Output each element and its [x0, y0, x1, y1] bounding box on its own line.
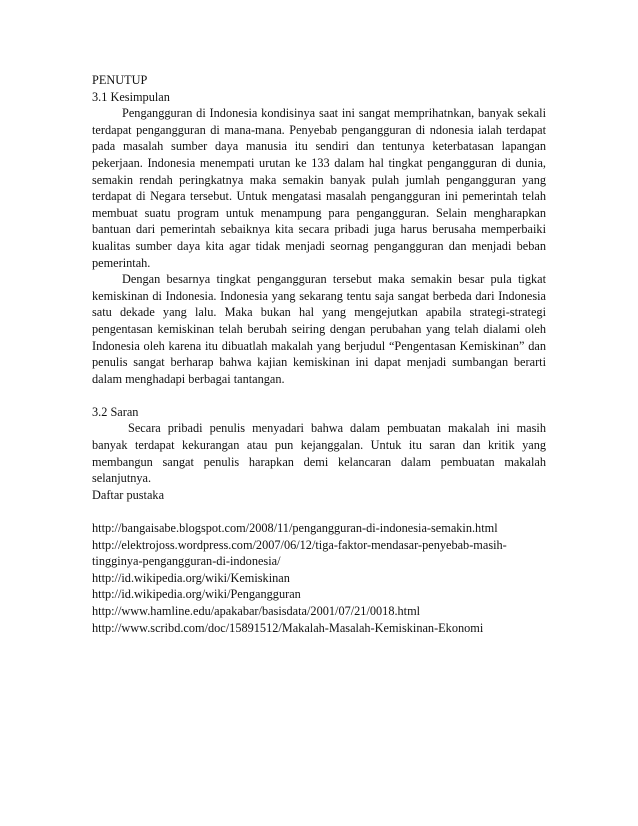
chapter-heading: PENUTUP — [92, 73, 148, 87]
references-heading: Daftar pustaka — [92, 487, 165, 502]
reference-item — [92, 603, 546, 620]
section-heading-saran: 3.2 Saran — [92, 404, 139, 419]
paragraph-saran: Secara pribadi penulis menyadari bahwa dalam pembuatan makalah ini masih banyak terdapat kekurangan atau pun kejanggalan. Untuk itu saran dan kritik yang membangun sangat penulis harapkan demi kelancaran dalam pembuatan makalah selanjutnya. — [92, 421, 546, 486]
reference-link[interactable]: http://bangaisabe.blogspot.com/2008/11/pengangguran-di-indonesia-semakin.html — [92, 521, 498, 536]
reference-link[interactable]: http://elektrojoss.wordpress.com/2007/06/12/tiga-faktor-mendasar-penyebab-masih-tingginya-pengangguran-di-indonesia/ — [92, 537, 507, 569]
spacer — [92, 503, 546, 520]
reference-link[interactable]: http://www.scribd.com/doc/15891512/Makalah-Masalah-Kemiskinan-Ekonomi — [92, 620, 484, 635]
document-page — [92, 72, 546, 636]
reference-list — [92, 520, 546, 636]
paragraph-kesimpulan-1: Pengangguran di Indonesia kondisinya saat ini sangat memprihatnkan, banyak sekali terdapat pengangguran di mana-mana. Penyebab pengangguran di ndonesia ialah terdapat pada masalah sumber daya manusia itu sendiri dan tentunya keterbatasan lapangan pekerjaan. Indonesia menempati urutan ke 133 dalam hal tingkat pengangguran di dunia, semakin rendah peringkatnya maka semakin banyak pulah jumlah pengangguran yang terdapat di Negara tersebut. Untuk mengatasi masalah pengangguran ini pemerintah telah membuat suatu program untuk menampung para pengangguran. Selain mengharapkan bantuan dari pemerintah sebaiknya kita secara pribadi juga harus berusaha memperbaiki kualitas sumber daya kita agar tidak menjadi seornag pengangguran dan menjadi beban pemerintah. — [92, 106, 546, 270]
reference-item — [92, 586, 546, 603]
reference-item — [92, 520, 546, 537]
paragraph-kesimpulan-2: Dengan besarnya tingkat pengangguran tersebut maka semakin besar pula tigkat kemiskinan di Indonesia. Indonesia yang sekarang tentu saja sangat berbeda dari Indonesia satu dekade yang lalu. Maka bukan hal yang mengejutkan apabila strategi-strategi pengentasan kemiskinan telah berubah seiring dengan perubahan yang telah dialami oleh Indonesia oleh karena itu dibuatlah makalah yang berjudul “Pengentasan Kemiskinan” dan penulis sangat berharap bahwa kajian kemiskinan ini dapat menjadi sumbangan berarti dalam menghadapi berbagai tantangan. — [92, 272, 546, 386]
reference-link[interactable]: http://id.wikipedia.org/wiki/Pengangguran — [92, 587, 301, 602]
spacer — [92, 387, 546, 404]
reference-item — [92, 537, 546, 570]
reference-item — [92, 620, 546, 637]
reference-item — [92, 570, 546, 587]
section-heading-kesimpulan: 3.1 Kesimpulan — [92, 89, 170, 104]
reference-link[interactable]: http://id.wikipedia.org/wiki/Kemiskinan — [92, 570, 290, 585]
reference-link[interactable]: http://www.hamline.edu/apakabar/basisdata/2001/07/21/0018.html — [92, 604, 421, 618]
